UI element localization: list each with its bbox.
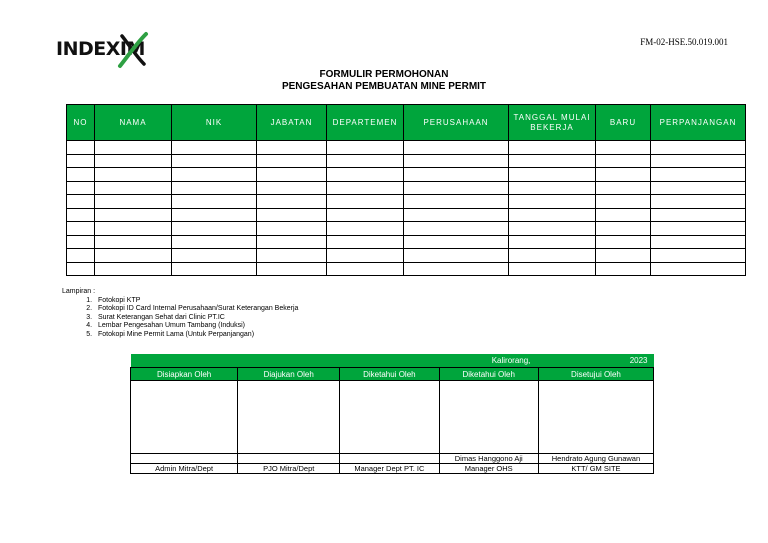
table-cell[interactable] <box>327 222 404 236</box>
attachment-item: 4. Lembar Pengesahan Umum Tambang (Induksi) <box>94 322 298 331</box>
col-baru: BARU <box>596 105 651 141</box>
table-cell[interactable] <box>327 154 404 168</box>
table-row <box>67 195 746 209</box>
attachment-item: 5. Fotokopi Mine Permit Lama (Untuk Perpanjangan) <box>94 331 298 340</box>
table-cell[interactable] <box>67 235 95 249</box>
table-cell[interactable] <box>651 222 746 236</box>
signer-role: PJO Mitra/Dept <box>238 464 340 474</box>
table-cell[interactable] <box>651 168 746 182</box>
table-cell[interactable] <box>172 141 257 155</box>
signature-box <box>131 381 238 454</box>
table-cell[interactable] <box>404 235 509 249</box>
table-cell[interactable] <box>651 154 746 168</box>
signer-role: Admin Mitra/Dept <box>131 464 238 474</box>
table-cell[interactable] <box>509 141 596 155</box>
table-cell[interactable] <box>509 222 596 236</box>
table-cell[interactable] <box>509 235 596 249</box>
attachment-item: 1. Fotokopi KTP <box>94 297 298 306</box>
table-cell[interactable] <box>95 208 172 222</box>
table-header-row <box>67 105 746 141</box>
signer-role: KTT/ GM SITE <box>538 464 653 474</box>
table-cell[interactable] <box>172 235 257 249</box>
permit-table <box>66 104 746 276</box>
signer-role: Manager Dept PT. IC <box>340 464 439 474</box>
table-cell[interactable] <box>327 208 404 222</box>
table-cell[interactable] <box>651 195 746 209</box>
table-cell[interactable] <box>172 208 257 222</box>
table-row <box>67 168 746 182</box>
table-cell[interactable] <box>172 154 257 168</box>
table-cell[interactable] <box>257 249 327 263</box>
document-number: FM-02-HSE.50.019.001 <box>640 37 728 47</box>
table-cell[interactable] <box>404 195 509 209</box>
attachments-label: Lampiran : <box>62 288 96 295</box>
table-cell[interactable] <box>327 141 404 155</box>
table-cell[interactable] <box>67 195 95 209</box>
table-cell[interactable] <box>67 168 95 182</box>
table-cell[interactable] <box>95 154 172 168</box>
table-row <box>67 181 746 195</box>
table-row <box>67 235 746 249</box>
signature-space-row <box>131 381 654 454</box>
signature-box <box>238 381 340 454</box>
table-body <box>67 141 746 276</box>
table-cell[interactable] <box>596 235 651 249</box>
table-cell[interactable] <box>651 262 746 276</box>
table-cell[interactable] <box>172 181 257 195</box>
table-cell[interactable] <box>596 222 651 236</box>
table-cell[interactable] <box>509 181 596 195</box>
table-cell[interactable] <box>257 141 327 155</box>
table-cell[interactable] <box>172 262 257 276</box>
table-cell[interactable] <box>651 141 746 155</box>
table-cell[interactable] <box>596 195 651 209</box>
table-cell[interactable] <box>95 168 172 182</box>
signer-name: Dimas Hanggono Aji <box>439 454 538 464</box>
table-cell[interactable] <box>651 208 746 222</box>
signature-header: Diajukan Oleh <box>238 368 340 381</box>
table-cell[interactable] <box>404 222 509 236</box>
form-title: FORMULIR PERMOHONAN <box>319 69 449 80</box>
table-cell[interactable] <box>257 208 327 222</box>
table-cell[interactable] <box>95 262 172 276</box>
signature-box <box>439 381 538 454</box>
signature-box <box>340 381 439 454</box>
col-nama: NAMA <box>95 105 172 141</box>
table-cell[interactable] <box>67 141 95 155</box>
table-cell[interactable] <box>95 141 172 155</box>
table-cell[interactable] <box>509 249 596 263</box>
signature-name-row <box>131 454 654 464</box>
table-cell[interactable] <box>509 195 596 209</box>
table-cell[interactable] <box>509 208 596 222</box>
attachments <box>62 288 298 340</box>
table-cell[interactable] <box>95 181 172 195</box>
table-cell[interactable] <box>327 249 404 263</box>
table-cell[interactable] <box>67 181 95 195</box>
table-cell[interactable] <box>596 208 651 222</box>
signature-box <box>538 381 653 454</box>
table-cell[interactable] <box>404 141 509 155</box>
signature-table <box>130 354 654 474</box>
attachments-list <box>62 297 298 340</box>
table-cell[interactable] <box>67 262 95 276</box>
table-cell[interactable] <box>509 262 596 276</box>
table-cell[interactable] <box>327 235 404 249</box>
signature-place: Kalirorang, <box>131 354 539 368</box>
signature-date-row <box>131 354 654 368</box>
table-cell[interactable] <box>327 262 404 276</box>
table-cell[interactable] <box>509 154 596 168</box>
table-cell[interactable] <box>404 262 509 276</box>
signature-header: Diketahui Oleh <box>340 368 439 381</box>
signature-header: Disiapkan Oleh <box>131 368 238 381</box>
table-cell[interactable] <box>172 168 257 182</box>
table-cell[interactable] <box>596 141 651 155</box>
table-cell[interactable] <box>327 168 404 182</box>
col-departemen: DEPARTEMEN <box>327 105 404 141</box>
table-cell[interactable] <box>95 235 172 249</box>
table-cell[interactable] <box>404 181 509 195</box>
table-row <box>67 208 746 222</box>
table-cell[interactable] <box>67 208 95 222</box>
table-row <box>67 222 746 236</box>
logo-text: INDEXIM <box>56 38 145 60</box>
table-cell[interactable] <box>509 168 596 182</box>
table-cell[interactable] <box>596 181 651 195</box>
col-no: NO <box>67 105 95 141</box>
signature-header: Diketahui Oleh <box>439 368 538 381</box>
table-row <box>67 154 746 168</box>
table-cell[interactable] <box>327 195 404 209</box>
signer-name: Hendrato Agung Gunawan <box>538 454 653 464</box>
signature-header-row <box>131 368 654 381</box>
table-cell[interactable] <box>327 181 404 195</box>
signer-name <box>131 454 238 464</box>
table-cell[interactable] <box>67 154 95 168</box>
signature-year: 2023 <box>538 354 653 368</box>
table-cell[interactable] <box>172 249 257 263</box>
table-cell[interactable] <box>596 154 651 168</box>
table-cell[interactable] <box>257 181 327 195</box>
signer-name <box>238 454 340 464</box>
col-perpanjangan: PERPANJANGAN <box>651 105 746 141</box>
table-cell[interactable] <box>257 222 327 236</box>
table-row <box>67 141 746 155</box>
table-cell[interactable] <box>95 249 172 263</box>
col-tanggal: TANGGAL MULAI BEKERJA <box>509 105 596 141</box>
table-cell[interactable] <box>651 181 746 195</box>
table-cell[interactable] <box>257 168 327 182</box>
table-cell[interactable] <box>172 222 257 236</box>
table-cell[interactable] <box>257 235 327 249</box>
signature-header: Disetujui Oleh <box>538 368 653 381</box>
col-nik: NIK <box>172 105 257 141</box>
table-cell[interactable] <box>257 154 327 168</box>
table-cell[interactable] <box>651 249 746 263</box>
form-subtitle: PENGESAHAN PEMBUATAN MINE PERMIT <box>281 81 487 92</box>
signer-role: Manager OHS <box>439 464 538 474</box>
logo-x-mark-icon <box>114 30 150 70</box>
signer-name <box>340 454 439 464</box>
table-cell[interactable] <box>257 195 327 209</box>
table-cell[interactable] <box>257 262 327 276</box>
table-cell[interactable] <box>596 249 651 263</box>
table-cell[interactable] <box>67 222 95 236</box>
table-row <box>67 262 746 276</box>
table-cell[interactable] <box>596 168 651 182</box>
table-cell[interactable] <box>404 208 509 222</box>
table-cell[interactable] <box>172 195 257 209</box>
col-perusahaan: PERUSAHAAN <box>404 105 509 141</box>
attachment-item: 3. Surat Keterangan Sehat dari Clinic PT.IC <box>94 314 298 323</box>
table-cell[interactable] <box>95 222 172 236</box>
table-row <box>67 249 746 263</box>
table-cell[interactable] <box>404 168 509 182</box>
company-logo <box>56 30 166 72</box>
table-cell[interactable] <box>95 195 172 209</box>
col-jabatan: JABATAN <box>257 105 327 141</box>
table-cell[interactable] <box>67 249 95 263</box>
attachment-item: 2. Fotokopi ID Card Internal Perusahaan/Surat Keterangan Bekerja <box>94 305 298 314</box>
table-cell[interactable] <box>404 154 509 168</box>
table-cell[interactable] <box>651 235 746 249</box>
table-cell[interactable] <box>596 262 651 276</box>
table-cell[interactable] <box>404 249 509 263</box>
signature-role-row <box>131 464 654 474</box>
